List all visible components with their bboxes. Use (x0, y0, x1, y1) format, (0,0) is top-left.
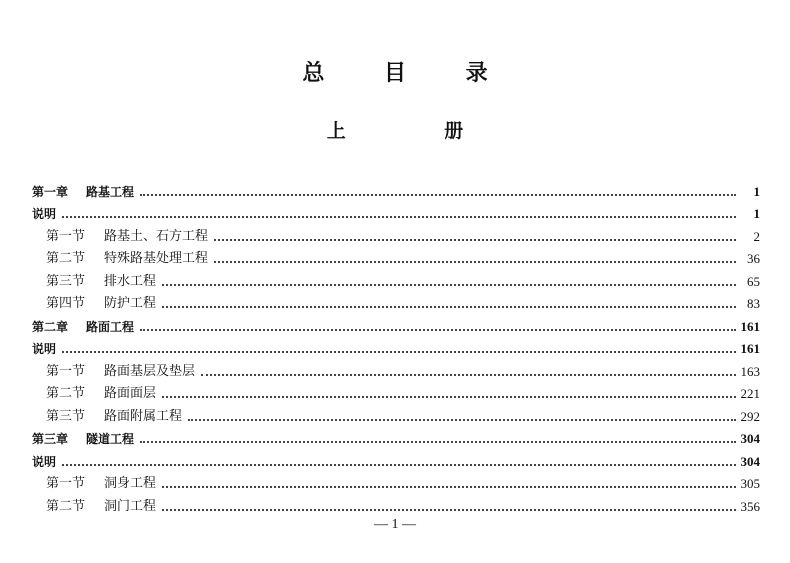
toc-entry-page: 163 (740, 363, 760, 379)
toc-entry-number: 第二节 (46, 251, 86, 266)
toc-entry-page: 36 (747, 251, 760, 266)
toc-entry-number: 第一节 (46, 476, 86, 491)
dot-leader (214, 239, 736, 241)
toc-entry-title: 防护工程 (104, 296, 157, 311)
toc-entry-page: 304 (740, 453, 760, 469)
toc-entry-number: 第三节 (46, 408, 86, 424)
dot-leader (201, 374, 736, 376)
dot-leader (62, 464, 736, 466)
toc-entry-chapter[interactable] (32, 178, 760, 201)
toc-entry-page: 65 (747, 273, 760, 289)
toc-entry-note[interactable] (32, 448, 760, 471)
toc-entry-number: 第三章 (32, 432, 69, 446)
toc-entry-chapter[interactable] (32, 313, 760, 336)
toc-entry-page: 161 (740, 341, 760, 356)
dot-leader (162, 509, 736, 511)
toc-entry-number: 第一节 (46, 228, 86, 244)
dot-leader (162, 396, 736, 398)
dot-leader (140, 329, 736, 331)
toc-entry-page: 305 (740, 476, 760, 491)
toc-entry-page: 1 (753, 206, 760, 221)
toc-entry-section[interactable] (32, 403, 760, 426)
toc-entry-number: 第一节 (46, 363, 86, 379)
toc-entry-number: 第一章 (32, 184, 69, 199)
toc-entry-title: 路面工程 (86, 319, 135, 334)
toc-entry-section[interactable] (32, 358, 760, 381)
toc-entry-section[interactable] (32, 471, 760, 494)
dot-leader (188, 419, 736, 421)
toc-entry-number: 第三节 (46, 273, 86, 289)
toc-entry-section[interactable] (32, 223, 760, 246)
dot-leader (162, 306, 736, 308)
dot-leader (214, 261, 736, 263)
toc-entry-title: 洞身工程 (104, 476, 157, 491)
toc-entry-number: 第二章 (32, 319, 69, 334)
toc-entry-number: 第二节 (46, 498, 86, 514)
toc-entry-title: 路面附属工程 (104, 408, 183, 424)
toc-entry-title: 排水工程 (104, 273, 157, 289)
toc-entry-title: 说明 (32, 342, 57, 356)
toc-entry-title: 路基土、石方工程 (104, 228, 209, 244)
toc-entry-page: 1 (753, 183, 760, 199)
toc-entry-title: 说明 (32, 454, 57, 469)
toc-entry-section[interactable] (32, 291, 760, 314)
toc-entry-title: 说明 (32, 207, 57, 221)
toc-entry-section[interactable] (32, 381, 760, 404)
toc-entry-title: 隧道工程 (86, 432, 135, 446)
dot-leader (62, 351, 736, 353)
dot-leader (162, 284, 736, 286)
toc-entry-page: 304 (740, 431, 760, 446)
dot-leader (62, 216, 736, 218)
toc-entry-title: 路面基层及垫层 (104, 363, 196, 379)
toc-entry-section[interactable] (32, 493, 760, 516)
toc-entry-title: 特殊路基处理工程 (104, 251, 209, 266)
toc-entry-section[interactable] (32, 268, 760, 291)
toc-entry-note[interactable] (32, 336, 760, 359)
dot-leader (140, 441, 736, 443)
toc-entry-page: 356 (740, 498, 760, 514)
toc-entry-chapter[interactable] (32, 426, 760, 449)
table-of-contents (32, 178, 760, 516)
toc-entry-page: 221 (740, 386, 760, 401)
page-number-footer: — 1 — (374, 517, 416, 532)
toc-entry-title: 路基工程 (86, 184, 135, 199)
toc-entry-page: 83 (747, 296, 760, 311)
toc-entry-note[interactable] (32, 201, 760, 224)
toc-entry-title: 路面面层 (104, 386, 157, 401)
volume-subtitle: 上 册 (326, 120, 510, 142)
toc-entry-section[interactable] (32, 246, 760, 269)
toc-entry-number: 第四节 (46, 296, 86, 311)
toc-entry-page: 161 (740, 318, 760, 334)
dot-leader (162, 486, 736, 488)
toc-entry-page: 2 (753, 228, 760, 244)
page-title: 总 目 录 (302, 61, 514, 86)
toc-entry-page: 292 (740, 408, 760, 424)
toc-entry-number: 第二节 (46, 386, 86, 401)
dot-leader (140, 194, 736, 196)
toc-entry-title: 洞门工程 (104, 498, 157, 514)
